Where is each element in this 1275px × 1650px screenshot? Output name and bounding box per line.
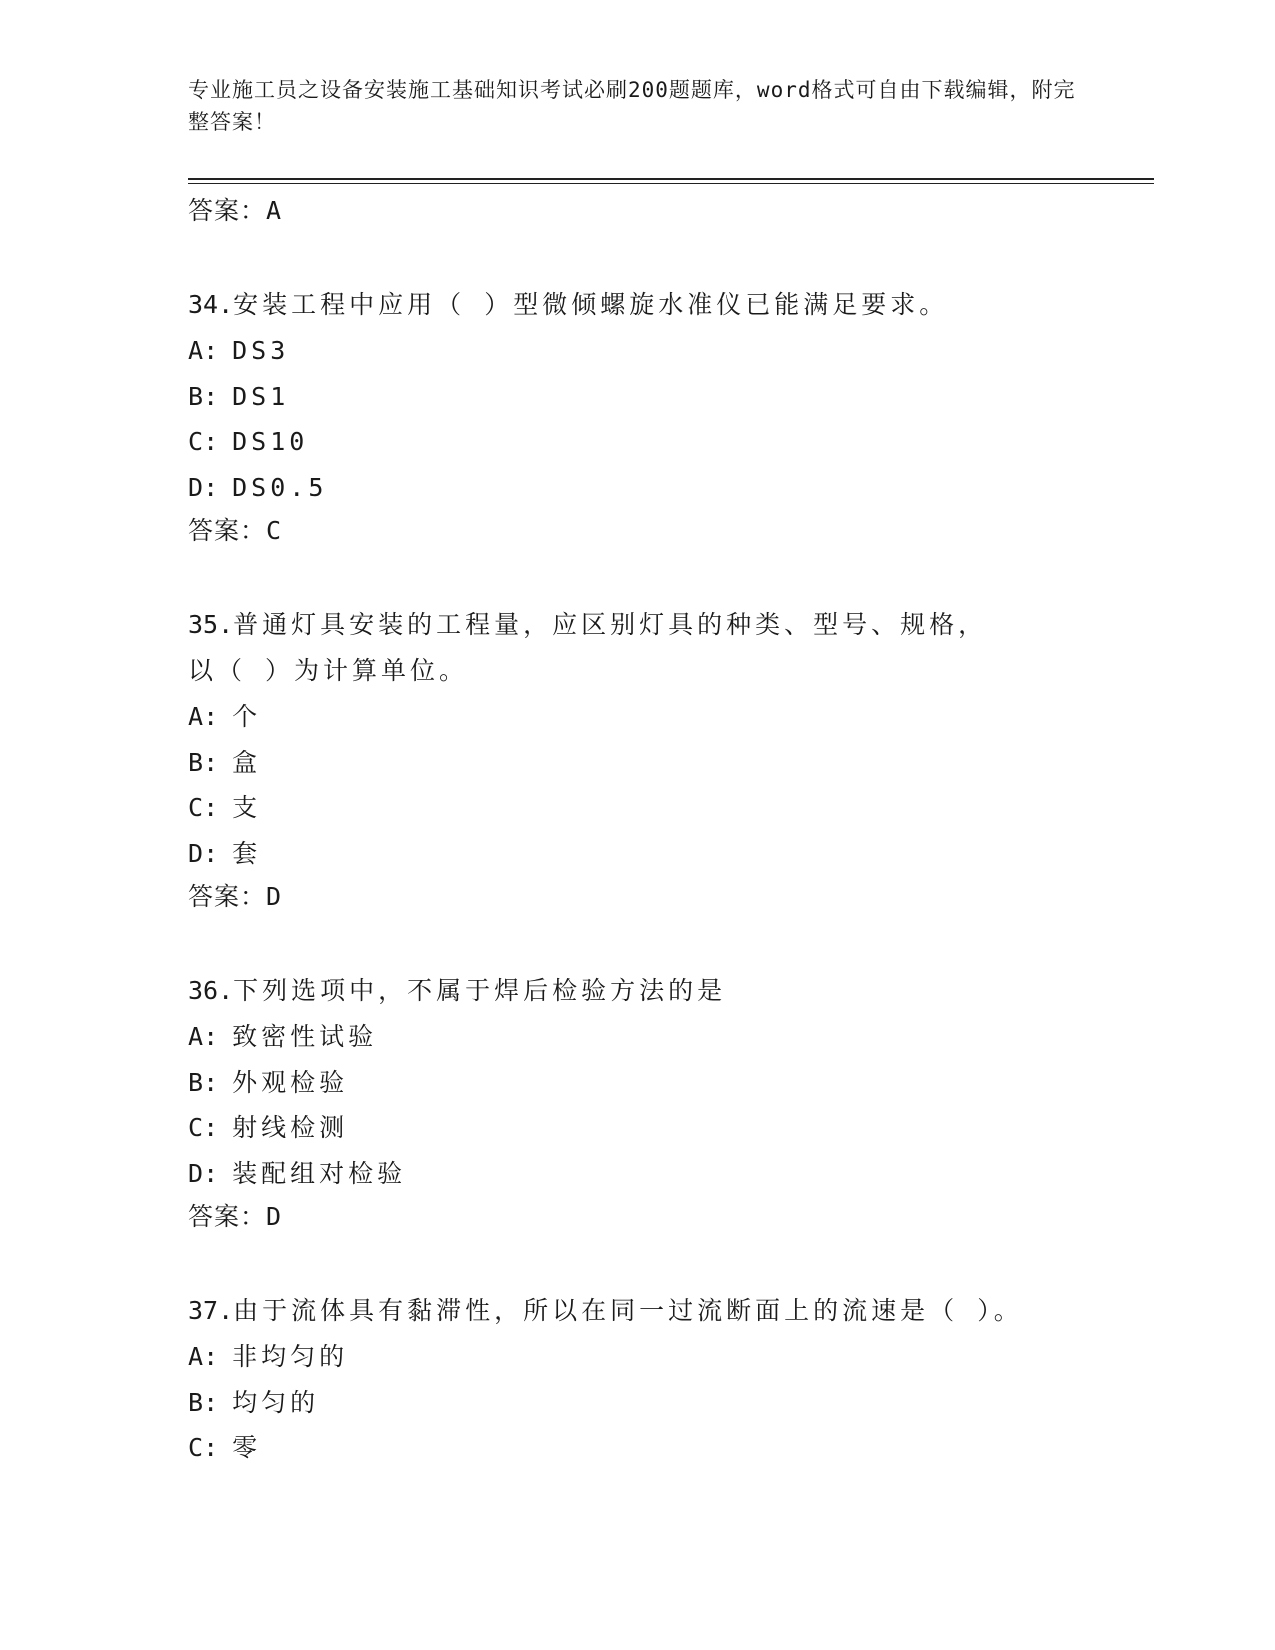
option-letter: B <box>188 747 204 777</box>
option-text: 射线检测 <box>232 1113 349 1142</box>
option-text: 盒 <box>232 747 262 777</box>
option-separator: : <box>203 1342 219 1371</box>
answer-line <box>188 1196 1154 1238</box>
option-separator: : <box>203 1113 219 1142</box>
option-letter: B <box>188 1387 204 1417</box>
option-b <box>188 740 1154 786</box>
option-letter: C <box>188 1433 204 1462</box>
option-text: DS10 <box>232 427 309 456</box>
option-letter: B <box>188 1067 204 1097</box>
option-letter: A <box>188 702 204 731</box>
option-letter: D <box>188 1158 204 1188</box>
option-text: 零 <box>232 1433 262 1462</box>
answer-value: A <box>266 196 283 225</box>
option-separator: : <box>203 793 219 822</box>
option-text: 均匀的 <box>232 1387 320 1417</box>
option-a <box>188 328 1154 374</box>
option-letter: D <box>188 472 204 502</box>
answer-line <box>188 190 1154 232</box>
option-separator: : <box>203 336 219 365</box>
answer-label: 答案： <box>188 882 267 911</box>
question-stem <box>188 968 1154 1014</box>
question-stem <box>188 1288 1154 1334</box>
question-number: 37. <box>188 1296 234 1325</box>
question-34 <box>188 282 1154 552</box>
option-separator: : <box>203 838 219 868</box>
option-d <box>188 1151 1154 1197</box>
option-letter: C <box>188 793 204 822</box>
answer-line <box>188 876 1154 918</box>
question-35 <box>188 602 1154 918</box>
option-separator: : <box>203 1158 219 1188</box>
option-c <box>188 785 1154 831</box>
question-36 <box>188 968 1154 1238</box>
option-text: 装配组对检验 <box>232 1158 407 1188</box>
option-letter: A <box>188 336 204 365</box>
option-separator: : <box>203 381 219 411</box>
option-d <box>188 465 1154 511</box>
option-separator: : <box>203 1433 219 1462</box>
option-letter: D <box>188 838 204 868</box>
option-letter: A <box>188 1342 204 1371</box>
question-text: 下列选项中，不属于焊后检验方法的是 <box>233 976 727 1005</box>
option-text: 套 <box>232 838 262 868</box>
question-number: 34. <box>188 290 234 319</box>
question-text: 安装工程中应用（ ）型微倾螺旋水准仪已能满足要求。 <box>233 290 949 319</box>
document-header: 专业施工员之设备安装施工基础知识考试必刷200题题库，word格式可自由下载编辑，附完整答案！ <box>188 78 1076 134</box>
answer-label: 答案： <box>188 196 267 225</box>
answer-label: 答案： <box>188 516 267 545</box>
question-37 <box>188 1288 1154 1471</box>
header-divider-thin <box>188 183 1154 184</box>
question-number: 35. <box>188 610 234 639</box>
option-separator: : <box>203 1387 219 1417</box>
option-c <box>188 419 1154 465</box>
option-text: 个 <box>232 702 262 731</box>
option-letter: A <box>188 1022 204 1051</box>
option-text: DS3 <box>232 336 290 365</box>
answer-value: D <box>266 882 283 911</box>
question-text: 普通灯具安装的工程量，应区别灯具的种类、型号、规格，以（ ）为计算单位。 <box>188 610 988 685</box>
option-text: 支 <box>232 793 262 822</box>
option-d <box>188 831 1154 877</box>
answer-label: 答案： <box>188 1202 267 1231</box>
option-c <box>188 1105 1154 1151</box>
option-b <box>188 1060 1154 1106</box>
option-separator: : <box>203 1022 219 1051</box>
option-c <box>188 1425 1154 1471</box>
option-letter: C <box>188 427 204 456</box>
option-text: 非均匀的 <box>232 1342 349 1371</box>
option-separator: : <box>203 747 219 777</box>
option-separator: : <box>203 1067 219 1097</box>
option-letter: B <box>188 381 204 411</box>
question-stem <box>188 602 1008 694</box>
option-text: 外观检验 <box>232 1067 349 1097</box>
question-stem <box>188 282 1154 328</box>
option-text: 致密性试验 <box>232 1022 378 1051</box>
option-b <box>188 374 1154 420</box>
answer-value: C <box>266 516 283 545</box>
option-separator: : <box>203 427 219 456</box>
question-number: 36. <box>188 976 234 1005</box>
answer-value: D <box>266 1202 283 1231</box>
option-b <box>188 1380 1154 1426</box>
option-a <box>188 1014 1154 1060</box>
question-text: 由于流体具有黏滞性，所以在同一过流断面上的流速是（ ）。 <box>233 1296 1023 1325</box>
answer-line <box>188 510 1154 552</box>
option-text: DS0.5 <box>232 472 328 502</box>
option-separator: : <box>203 702 219 731</box>
option-letter: C <box>188 1113 204 1142</box>
option-a <box>188 694 1154 740</box>
option-text: DS1 <box>232 381 290 411</box>
option-a <box>188 1334 1154 1380</box>
header-divider-thick <box>188 178 1154 180</box>
question-list <box>188 190 1154 1471</box>
option-separator: : <box>203 472 219 502</box>
